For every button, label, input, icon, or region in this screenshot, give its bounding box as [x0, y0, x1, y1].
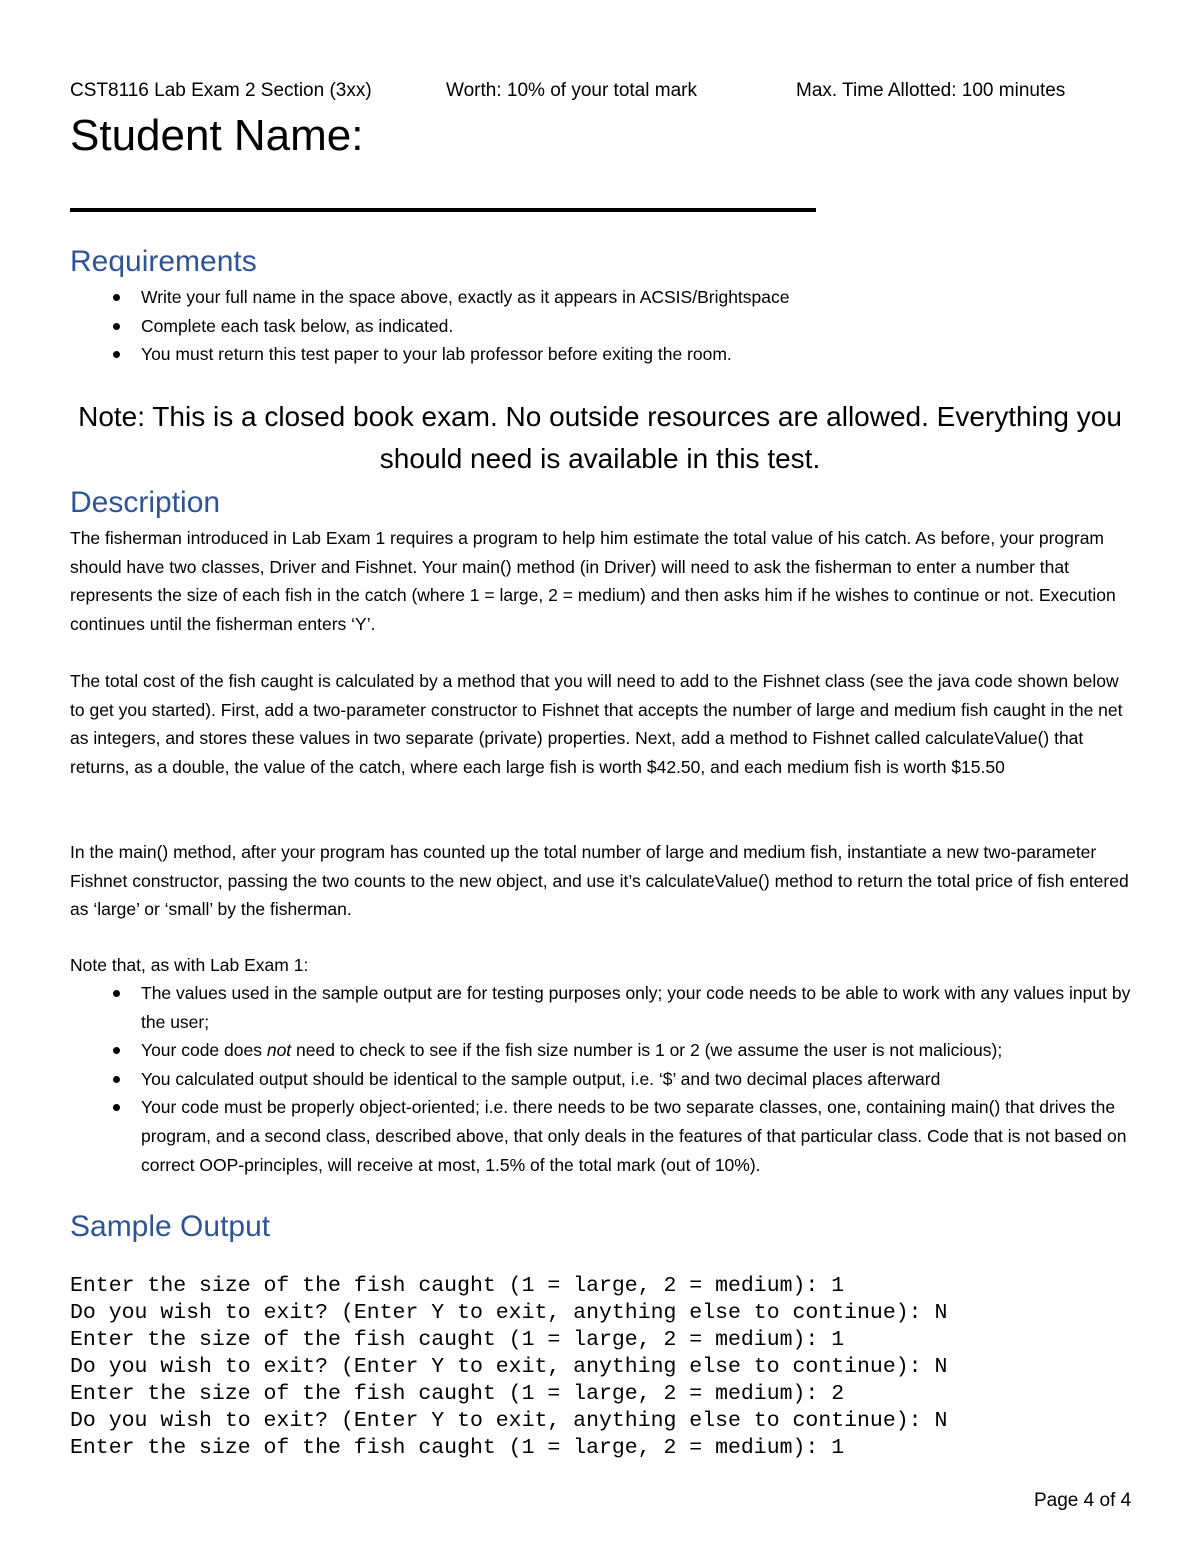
list-item: Your code does not need to check to see if the fish size number is 1 or 2 (we assume the user is not malicious); — [70, 1036, 1136, 1065]
sample-output-line: Enter the size of the fish caught (1 = large, 2 = medium): 1 — [70, 1274, 845, 1298]
list-item: Write your full name in the space above, exactly as it appears in ACSIS/Brightspace — [70, 283, 1130, 312]
bullet-icon — [113, 351, 120, 358]
student-name-line — [70, 208, 816, 212]
worth-label: Worth: 10% of your total mark — [446, 80, 697, 101]
closed-book-note: Note: This is a closed book exam. No outside resources are allowed. Everything you should need is available in this test. — [78, 401, 1122, 474]
list-item: Your code must be properly object-oriented; i.e. there needs to be two separate classes, one, containing main() that drives the program, and a second class, described above, that only deals in the features of that particular class. Code that is not based on correct OOP-principles, will receive at most, 1.5% of the total mark (out of 10%). — [70, 1093, 1136, 1179]
student-name-label: Student Name: — [70, 111, 364, 160]
page-number: Page 4 of 4 — [1034, 1490, 1132, 1511]
list-item: Complete each task below, as indicated. — [70, 312, 1130, 341]
description-paragraph-1: The fisherman introduced in Lab Exam 1 requires a program to help him estimate the total value of his catch. As before, your program should have two classes, Driver and Fishnet. Your main() method (in Driver) will need to ask the fisherman to enter a number that represents the size of each fish in the catch (where 1 = large, 2 = medium) and then asks him if he wishes to continue or not. Execution continues until the fisherman enters ‘Y’. — [70, 528, 1116, 634]
list-item: You calculated output should be identical to the sample output, i.e. ‘$’ and two decimal places afterward — [70, 1065, 1136, 1094]
bullet-icon — [113, 990, 120, 997]
bullet-icon — [113, 323, 120, 330]
bullet-icon — [113, 1076, 120, 1083]
bullet-icon — [113, 1047, 120, 1054]
list-item: You must return this test paper to your lab professor before exiting the room. — [70, 340, 1130, 369]
list-item: The values used in the sample output are for testing purposes only; your code needs to be able to work with any values input by the user; — [70, 979, 1136, 1036]
sample-output-block — [70, 1273, 947, 1462]
sample-output-line: Enter the size of the fish caught (1 = large, 2 = medium): 1 — [70, 1436, 845, 1460]
sample-output-line: Enter the size of the fish caught (1 = large, 2 = medium): 2 — [70, 1382, 845, 1406]
time-allotted-label: Max. Time Allotted: 100 minutes — [796, 80, 1066, 101]
sample-output-line: Enter the size of the fish caught (1 = large, 2 = medium): 1 — [70, 1328, 845, 1352]
bullet-icon — [113, 294, 120, 301]
notes-list — [70, 979, 1136, 1179]
sample-output-line: Do you wish to exit? (Enter Y to exit, anything else to continue): N — [70, 1355, 948, 1379]
requirements-list — [70, 283, 1130, 369]
notes-intro: Note that, as with Lab Exam 1: — [70, 955, 309, 975]
sample-output-line: Do you wish to exit? (Enter Y to exit, anything else to continue): N — [70, 1301, 948, 1325]
description-heading: Description — [70, 486, 221, 519]
requirements-heading: Requirements — [70, 245, 257, 278]
sample-output-line: Do you wish to exit? (Enter Y to exit, anything else to continue): N — [70, 1409, 948, 1433]
course-section-label: CST8116 Lab Exam 2 Section (3xx) — [70, 80, 372, 101]
bullet-icon — [113, 1104, 120, 1111]
description-paragraph-2: The total cost of the fish caught is calculated by a method that you will need to add to the Fishnet class (see the java code shown below to get you started). First, add a two-parameter constructor to Fishnet that accepts the number of large and medium fish caught in the net as integers, and stores these values in two separate (private) properties. Next, add a method to Fishnet called calculateValue() that returns, as a double, the value of the catch, where each large fish is worth $42.50, and each medium fish is worth $15.50 — [70, 671, 1123, 777]
sample-output-heading: Sample Output — [70, 1210, 271, 1243]
description-paragraph-3: In the main() method, after your program has counted up the total number of large and medium fish, instantiate a new two-parameter Fishnet constructor, passing the two counts to the new object, and use it’s calculateValue() method to return the total price of fish entered as ‘large’ or ‘small’ by the fisherman. — [70, 842, 1129, 920]
